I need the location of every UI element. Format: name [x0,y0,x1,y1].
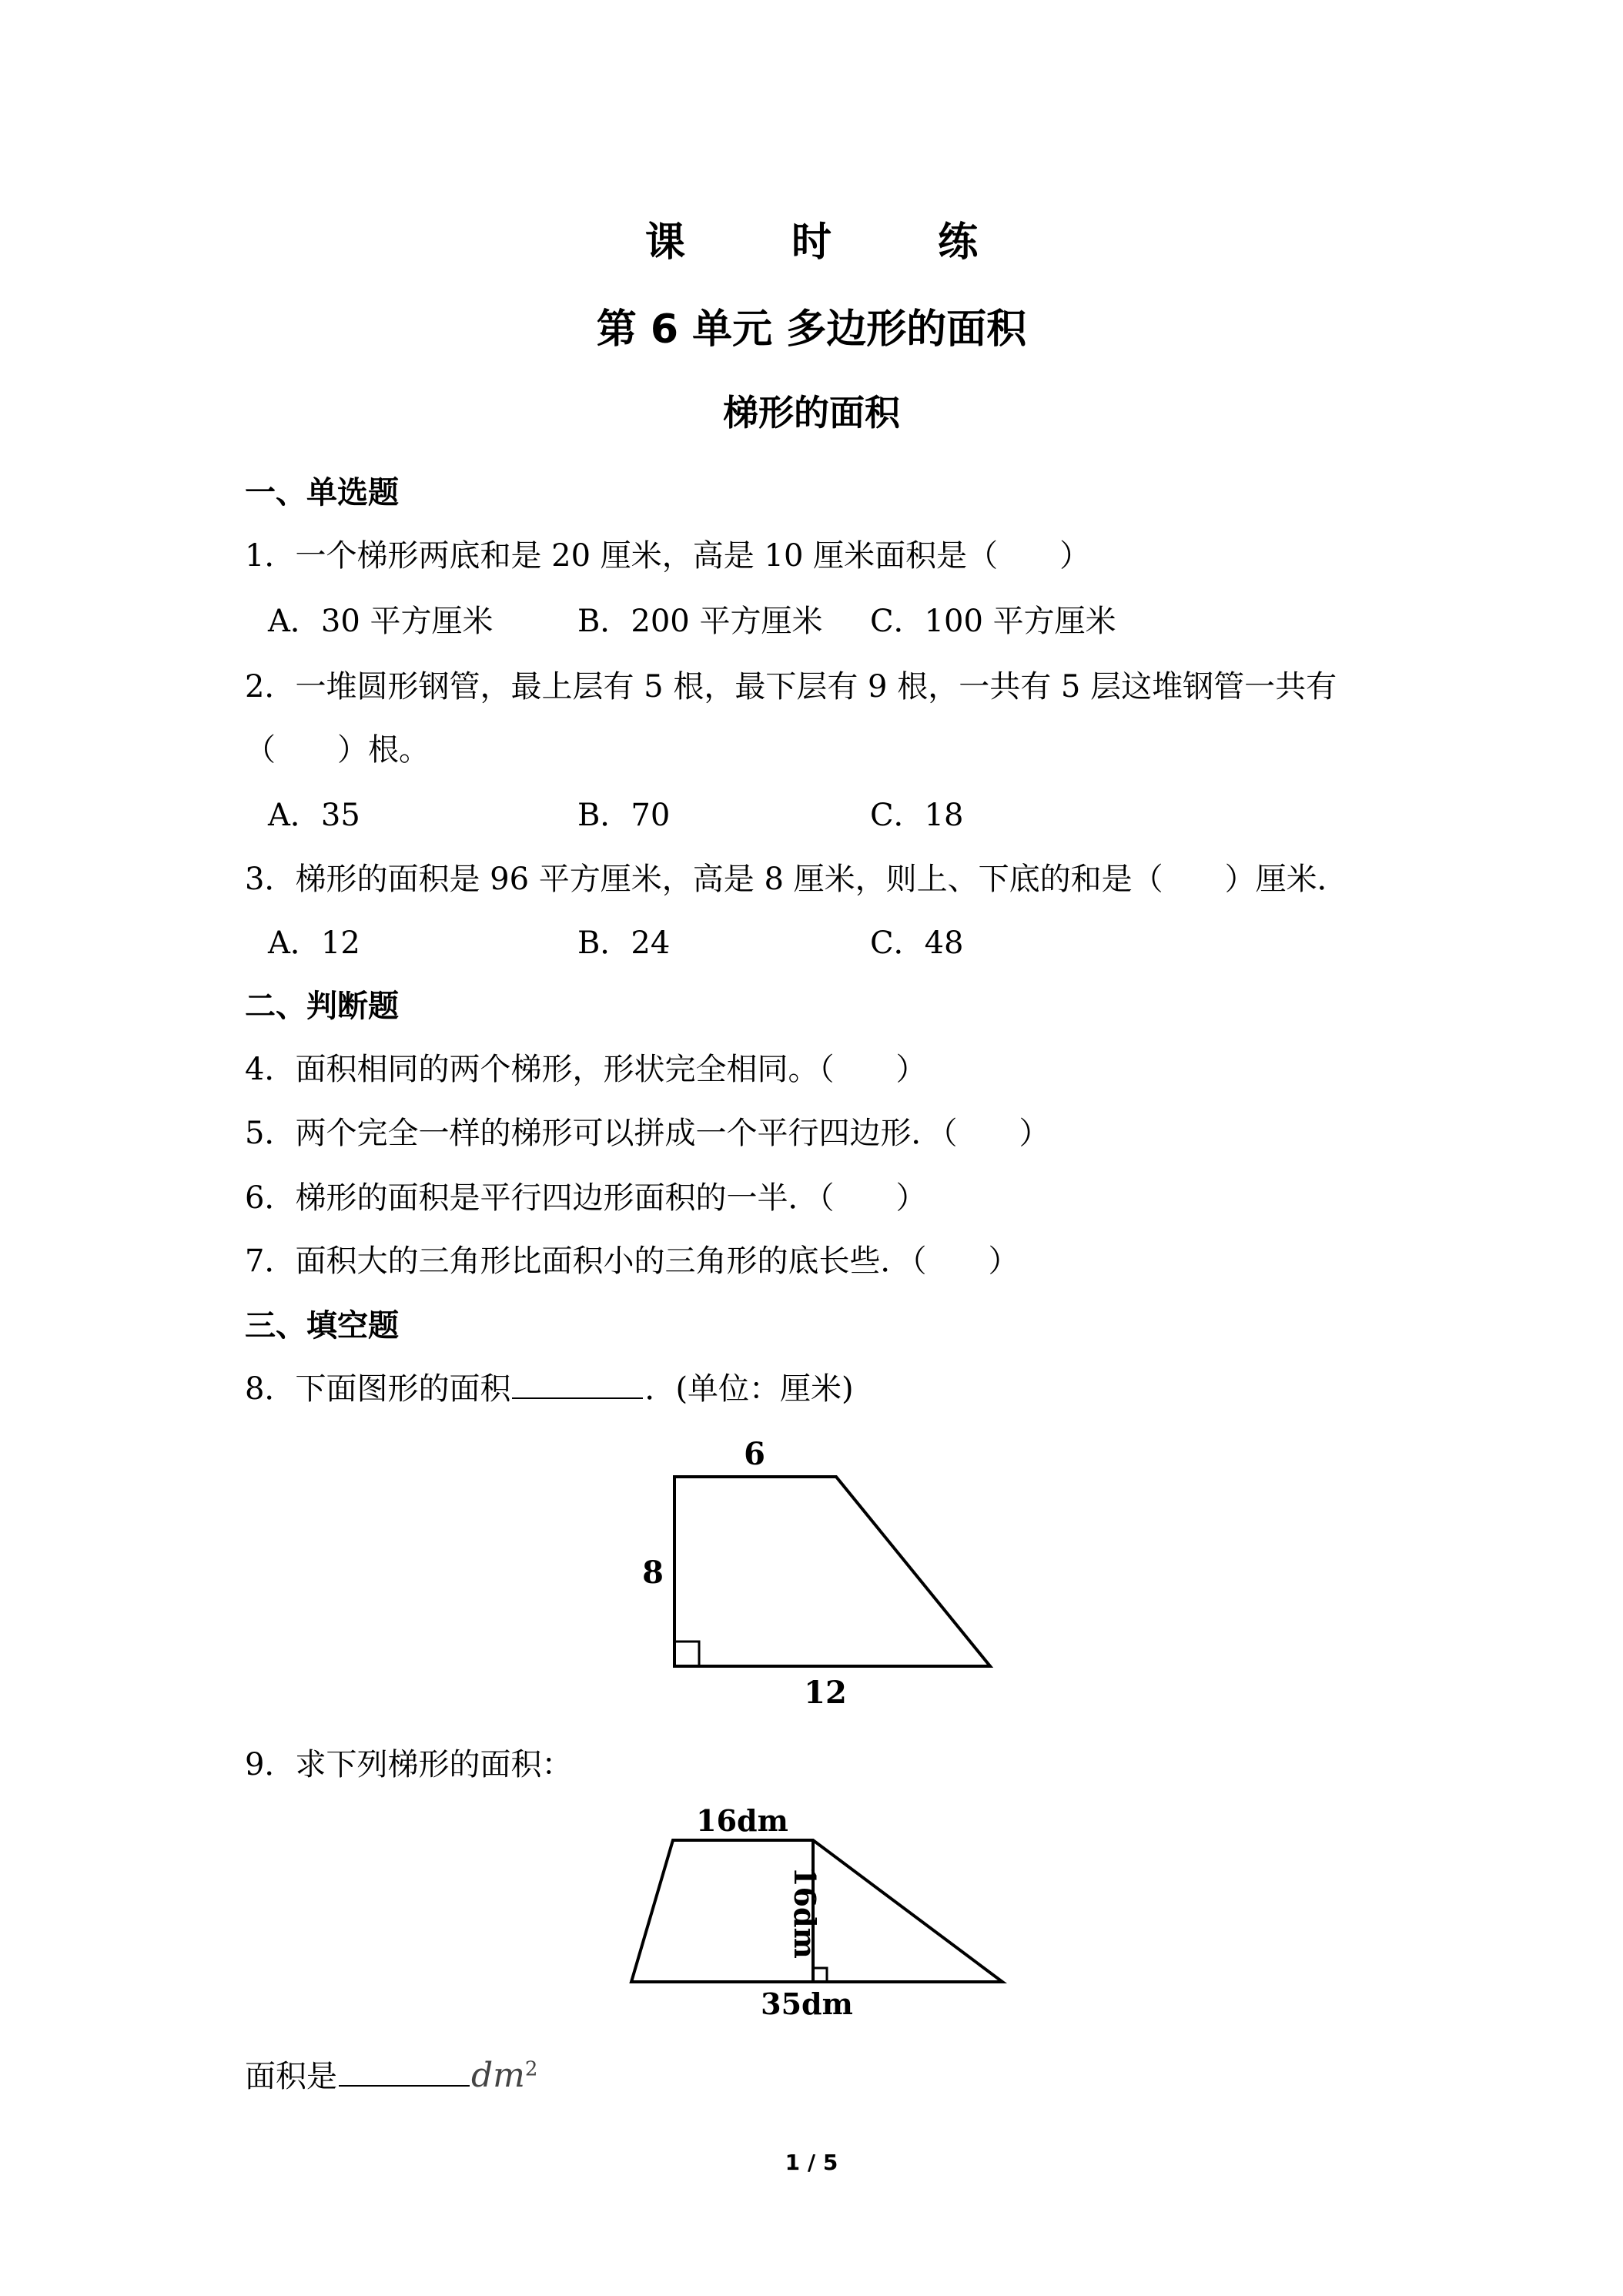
q9-answer-line [245,2052,537,2096]
q9-answer-blank[interactable] [339,2059,470,2087]
question-8 [245,1364,854,1408]
q1-option-b: B．200 平方厘米 [577,604,823,639]
q2-option-c: C．18 [870,798,964,833]
question-9: 9．求下列梯形的面积： [245,1747,573,1782]
question-2-line-2: （ ）根。 [245,732,430,768]
q8-left-label: 8 [642,1555,664,1591]
question-1: 1．一个梯形两底和是 20 厘米，高是 10 厘米面积是（ ） [245,538,1091,574]
q8-trapezoid-figure [616,1424,1016,1717]
section-true-false: 二、判断题 [245,989,399,1024]
q8-text-before: 8．下面图形的面积 [245,1371,511,1407]
q1-option-a: A．30 平方厘米 [268,604,494,639]
q9-bottom-label: 35dm [761,1986,853,2021]
q2-option-a: A．35 [268,798,360,833]
question-6: 6．梯形的面积是平行四边形面积的一半．（ ） [245,1180,927,1216]
q2-option-b: B．70 [577,798,671,833]
question-4: 4．面积相同的两个梯形，形状完全相同。（ ） [245,1052,927,1087]
q9-trapezoid-figure [616,1794,1032,2025]
q8-top-label: 6 [744,1436,765,1472]
page-title: 课 时 练 [644,219,1025,266]
q8-right-angle-mark [674,1642,699,1666]
q9-top-label: 16dm [696,1803,788,1838]
q9-answer-prefix: 面积是 [245,2059,337,2094]
q8-bottom-label: 12 [804,1675,847,1711]
page-number: 1 / 5 [785,2150,838,2175]
q3-option-a: A．12 [268,925,360,961]
q3-option-b: B．24 [577,925,671,961]
lesson-title: 梯形的面积 [723,392,900,433]
q1-option-c: C．100 平方厘米 [870,604,1116,639]
section-single-choice: 一、单选题 [245,475,399,510]
q9-answer-unit-sup: 2 [524,2057,538,2081]
q8-text-after: ．(单位：厘米) [644,1371,854,1407]
q9-answer-unit: dm [471,2056,525,2095]
unit-title: 第 6 单元 多边形的面积 [596,306,1027,353]
question-3: 3．梯形的面积是 96 平方厘米，高是 8 厘米，则上、下底的和是（ ）厘米． [245,862,1348,897]
question-2-line-1: 2．一堆圆形钢管，最上层有 5 根，最下层有 9 根，一共有 5 层这堆钢管一共有 [245,669,1337,705]
q9-height-label: 16dm [788,1866,822,1959]
q9-right-angle-mark [813,1968,827,1982]
question-7: 7．面积大的三角形比面积小的三角形的底长些．（ ） [245,1243,1019,1279]
q8-trapezoid-shape [674,1477,990,1666]
q8-answer-blank[interactable] [512,1371,643,1399]
q3-option-c: C．48 [870,925,964,961]
question-5: 5．两个完全一样的梯形可以拼成一个平行四边形．（ ） [245,1116,1050,1151]
section-fill-in: 三、填空题 [245,1308,399,1344]
